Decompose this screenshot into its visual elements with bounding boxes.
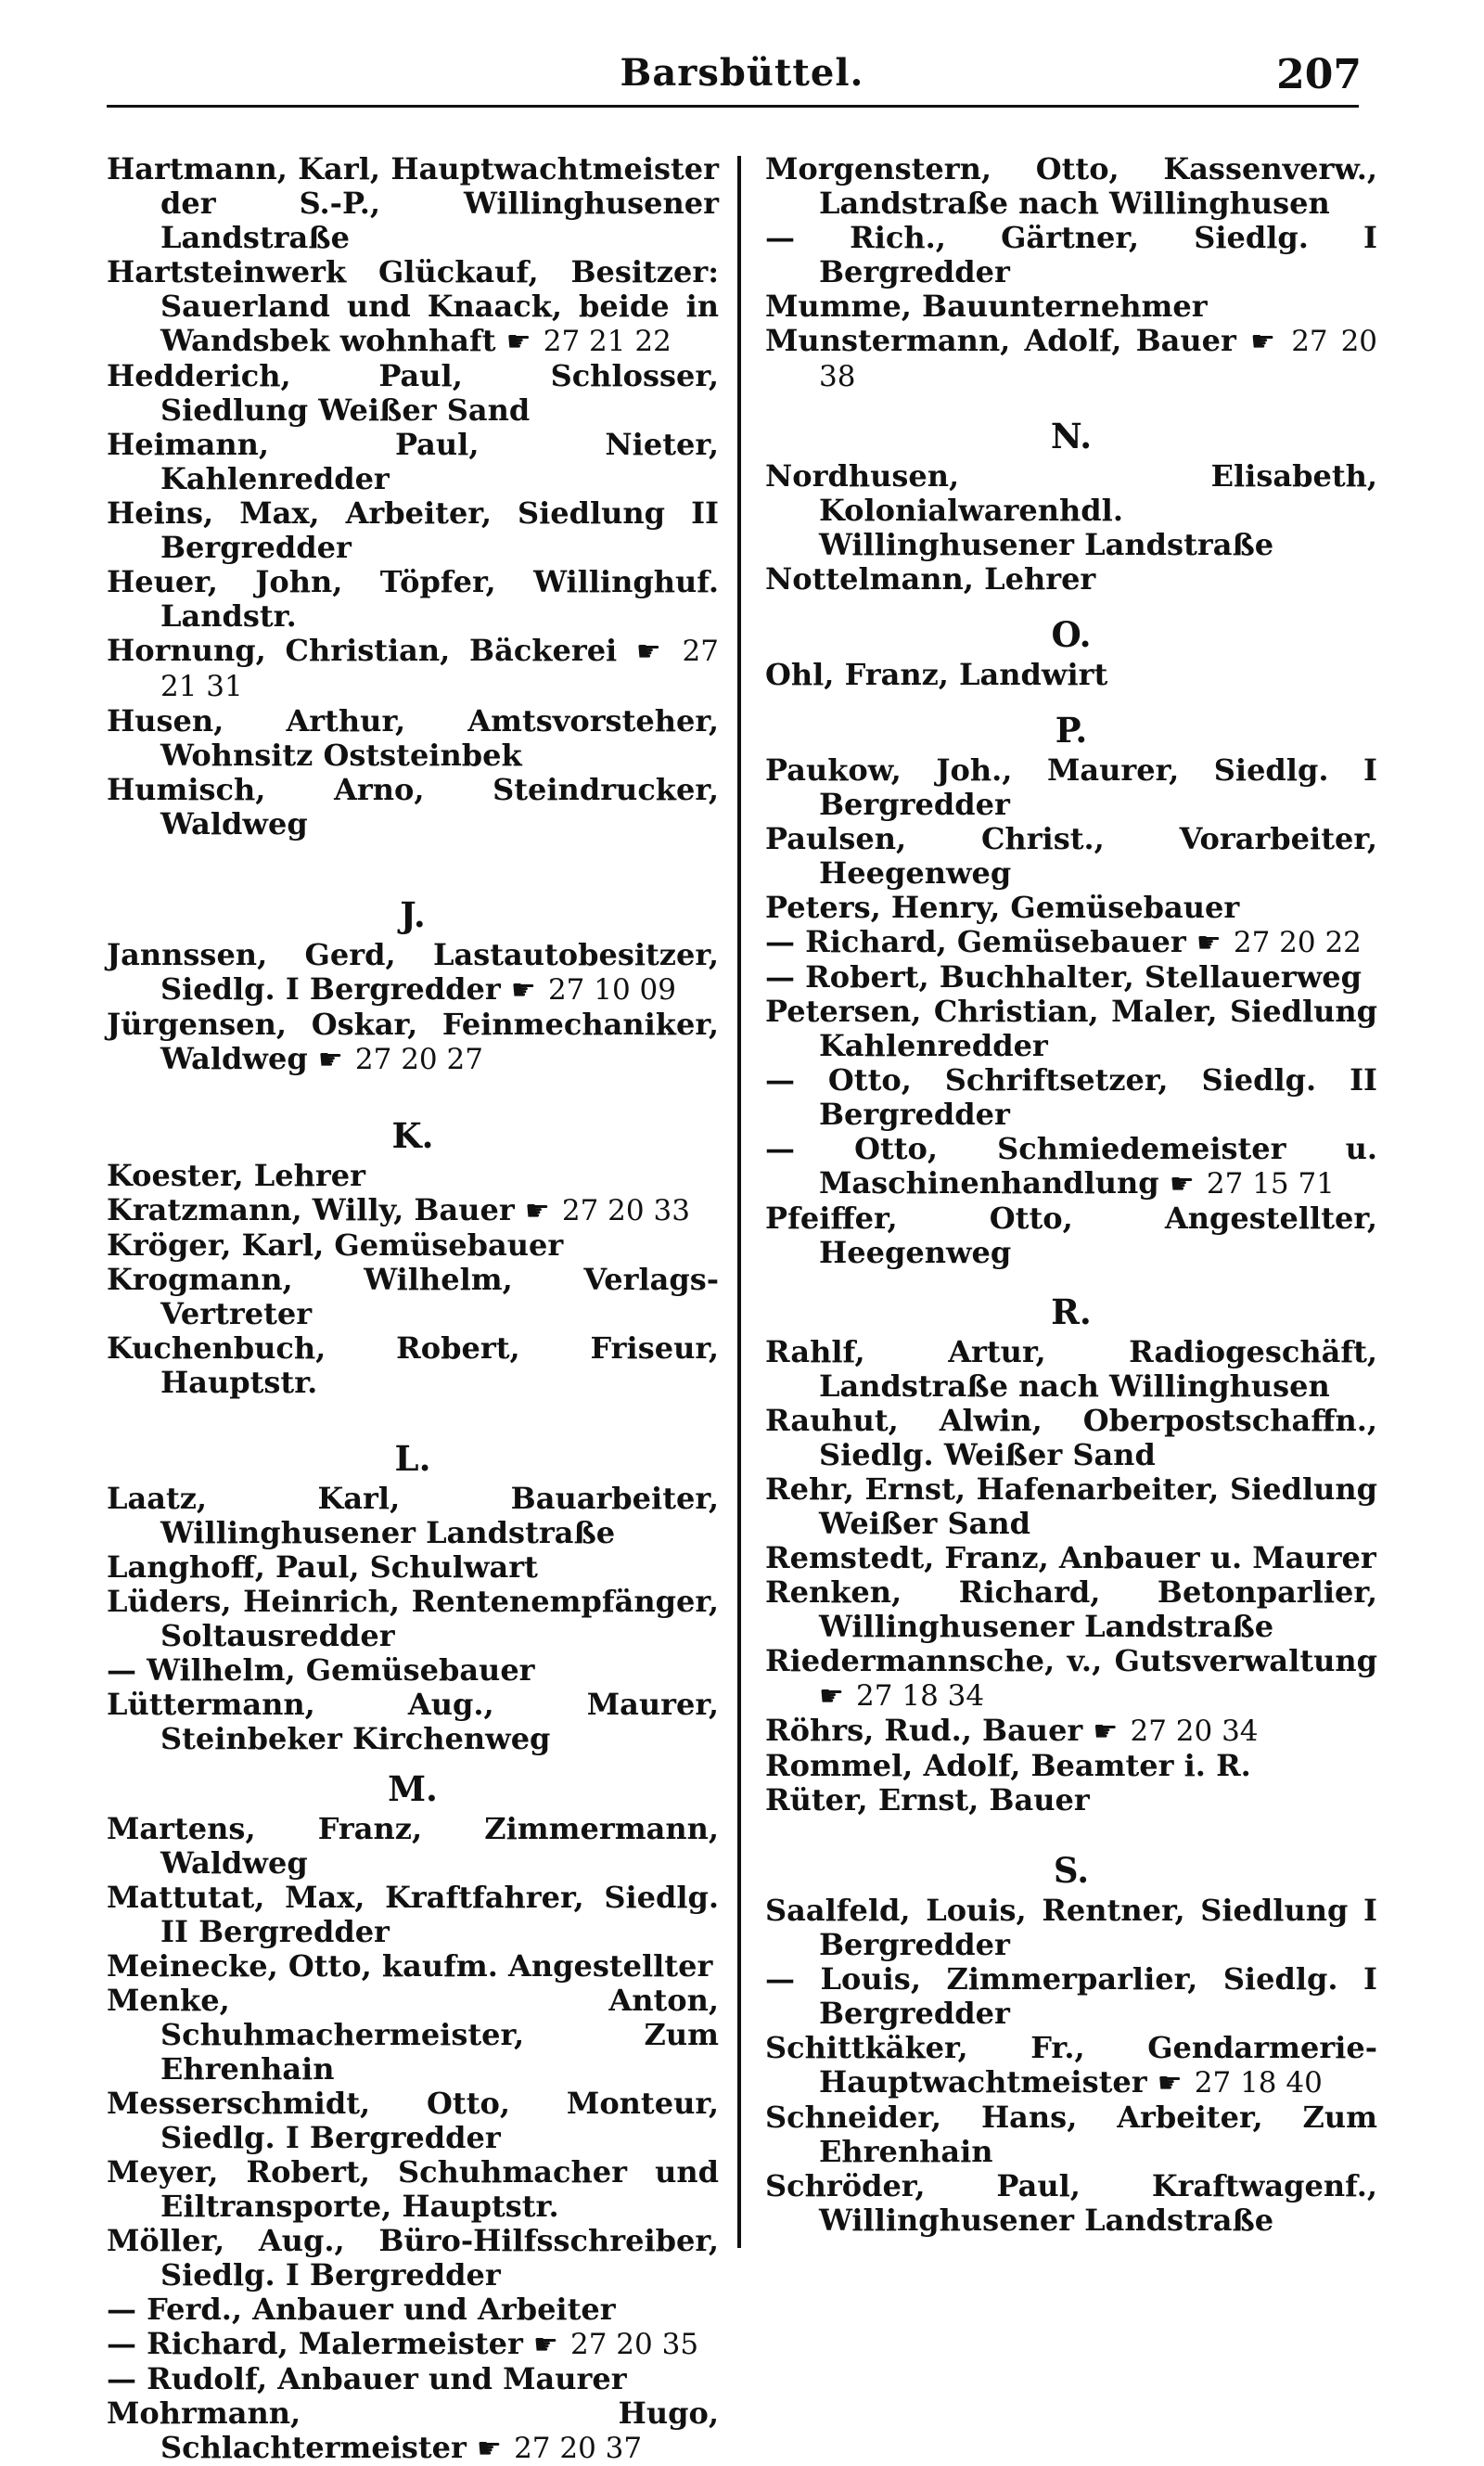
- directory-section: [765, 615, 1377, 692]
- directory-entry: [107, 152, 719, 255]
- directory-entry: [765, 1714, 1377, 1749]
- entry-text: Morgenstern, Otto, Kassenverw., Landstraße nach Willinghusen: [765, 151, 1377, 221]
- entry-text: — Rich., Gärtner, Siedlg. I Bergredder: [765, 220, 1377, 289]
- directory-entry: [765, 1063, 1377, 1132]
- pointing-hand-icon: ☛: [1093, 1715, 1119, 1748]
- directory-entry: [765, 1404, 1377, 1472]
- directory-section: [765, 1292, 1377, 1817]
- directory-entry: [107, 938, 719, 1008]
- entry-text: Ohl, Franz, Landwirt: [765, 657, 1108, 692]
- directory-entry: [765, 1749, 1377, 1783]
- entry-text: Lüttermann, Aug., Maurer, Steinbeker Kirchenweg: [107, 1687, 719, 1756]
- section-letter: M.: [388, 1768, 438, 1809]
- directory-entry: [765, 1644, 1377, 1714]
- entry-text: Schröder, Paul, Kraftwagenf., Willinghusener Landstraße: [765, 2168, 1377, 2238]
- phone-number: 27 21 31: [160, 635, 719, 703]
- directory-entry: [765, 2031, 1377, 2100]
- directory-entry: [765, 1335, 1377, 1404]
- section-letter: R.: [1051, 1291, 1092, 1332]
- entry-text: — Ferd., Anbauer und Arbeiter: [107, 2292, 616, 2327]
- phone-number: 27 10 09: [547, 973, 676, 1007]
- entry-text: — Wilhelm, Gemüsebauer: [107, 1652, 535, 1688]
- directory-entry: [765, 1541, 1377, 1575]
- section-letter: O.: [1051, 614, 1092, 655]
- section-letter: J.: [400, 894, 426, 935]
- directory-entry: [107, 2327, 719, 2362]
- directory-section: [765, 417, 1377, 597]
- entry-text: Paukow, Joh., Maurer, Siedlg. I Bergredder: [765, 752, 1377, 822]
- directory-entry: [765, 1783, 1377, 1817]
- directory-entry: [107, 359, 719, 428]
- phone-number: 27 20 34: [1130, 1715, 1259, 1748]
- entry-text: Lüders, Heinrich, Rentenempfänger, Soltausredder: [107, 1584, 719, 1653]
- entry-text: Humisch, Arno, Steindrucker, Waldweg: [107, 772, 719, 841]
- directory-entry: [107, 1008, 719, 1077]
- directory-entry: [107, 1812, 719, 1881]
- entry-text: Heimann, Paul, Nieter, Kahlenredder: [107, 427, 719, 496]
- directory-entry: [107, 1984, 719, 2087]
- entry-text: — Louis, Zimmerparlier, Siedlg. I Bergredder: [765, 1961, 1377, 2031]
- phone-number: 27 20 37: [514, 2432, 643, 2465]
- directory-entry: [107, 1228, 719, 1263]
- directory-entry: [107, 255, 719, 359]
- entry-text: — Richard, Malermeister: [107, 2326, 523, 2361]
- phone-number: 27 20 27: [354, 1043, 483, 1076]
- section-letter: N.: [1050, 416, 1093, 456]
- directory-section: [107, 895, 719, 1077]
- directory-section: [765, 1851, 1377, 2238]
- entry-text: — Richard, Gemüsebauer: [765, 924, 1186, 959]
- phone-number: 27 20 33: [561, 1194, 690, 1227]
- section-letter: K.: [391, 1115, 434, 1156]
- directory-entry: [765, 1201, 1377, 1270]
- entry-text: Renken, Richard, Betonparlier, Willinghusener Landstraße: [765, 1574, 1377, 1644]
- directory-entry: [107, 1193, 719, 1228]
- pointing-hand-icon: ☛: [532, 2329, 558, 2361]
- entry-text: — Otto, Schmiedemeister u. Maschinenhandlung: [765, 1131, 1377, 1201]
- directory-section: [107, 1769, 719, 2466]
- directory-entry: [765, 925, 1377, 960]
- directory-entry: [765, 562, 1377, 597]
- directory-entry: [765, 152, 1377, 221]
- directory-entry: [107, 1881, 719, 1949]
- directory-entry: [107, 1331, 719, 1400]
- directory-entry: [107, 565, 719, 634]
- entry-text: Nordhusen, Elisabeth, Kolonialwarenhdl. Willinghusener Landstraße: [765, 458, 1377, 562]
- directory-entry: [107, 773, 719, 841]
- directory-section: [765, 711, 1377, 1270]
- directory-entry: [765, 995, 1377, 1063]
- entry-text: Mohrmann, Hugo, Schlachtermeister: [107, 2395, 719, 2465]
- entry-text: — Robert, Buchhalter, Stellauerweg: [765, 959, 1362, 995]
- entry-text: Jürgensen, Oskar, Feinmechaniker, Waldweg: [107, 1007, 719, 1076]
- entry-text: Koester, Lehrer: [107, 1158, 365, 1193]
- entry-text: Saalfeld, Louis, Rentner, Siedlung I Bergredder: [765, 1893, 1377, 1962]
- entry-text: Remstedt, Franz, Anbauer u. Maurer: [765, 1540, 1376, 1575]
- phone-number: 27 20 38: [819, 325, 1378, 393]
- entry-text: Riedermannsche, v., Gutsverwaltung: [765, 1643, 1377, 1678]
- entry-text: Messerschmidt, Otto, Monteur, Siedlg. I Bergredder: [107, 2086, 719, 2155]
- entry-text: Heins, Max, Arbeiter, Siedlung II Bergredder: [107, 495, 719, 565]
- directory-entry: [765, 1894, 1377, 1962]
- directory-entry: [765, 2169, 1377, 2238]
- directory-entry: [765, 1472, 1377, 1541]
- entry-text: Meyer, Robert, Schuhmacher und Eiltransporte, Hauptstr.: [107, 2154, 719, 2224]
- pointing-hand-icon: ☛: [1169, 1168, 1195, 1201]
- entry-text: Rauhut, Alwin, Oberpostschaffn., Siedlg. Weißer Sand: [765, 1403, 1377, 1472]
- page-header-title: Barsbüttel.: [620, 51, 864, 95]
- directory-entry: [765, 1132, 1377, 1201]
- directory-entry: [107, 1482, 719, 1550]
- directory-section: [765, 152, 1377, 394]
- phone-number: 27 20 35: [570, 2328, 699, 2361]
- directory-entry: [765, 2100, 1377, 2169]
- entry-text: Kratzmann, Willy, Bauer: [107, 1192, 515, 1227]
- entry-text: Kröger, Karl, Gemüsebauer: [107, 1227, 564, 1263]
- entry-text: Rahlf, Artur, Radiogeschäft, Landstraße nach Willinghusen: [765, 1334, 1377, 1404]
- directory-entry: [107, 704, 719, 773]
- section-letter: P.: [1055, 710, 1088, 751]
- directory-entry: [765, 324, 1377, 394]
- left-column: [107, 152, 719, 2466]
- directory-entry: [107, 428, 719, 496]
- page-number: 207: [1276, 51, 1362, 98]
- section-letter: S.: [1053, 1850, 1090, 1891]
- entry-text: Mumme, Bauunternehmer: [765, 289, 1208, 324]
- entry-text: Heuer, John, Töpfer, Willinghuf. Landstr.: [107, 564, 719, 634]
- pointing-hand-icon: ☛: [635, 636, 661, 668]
- phone-number: 27 18 34: [856, 1679, 985, 1713]
- directory-entry: [107, 2362, 719, 2396]
- phone-number: 27 15 71: [1206, 1167, 1335, 1201]
- directory-entry: [765, 960, 1377, 995]
- entry-text: Petersen, Christian, Maler, Siedlung Kahlenredder: [765, 994, 1377, 1063]
- phone-number: 27 21 22: [543, 325, 672, 358]
- entry-text: Kuchenbuch, Robert, Friseur, Hauptstr.: [107, 1330, 719, 1400]
- entry-text: Husen, Arthur, Amtsvorsteher, Wohnsitz Oststeinbek: [107, 703, 719, 773]
- entry-text: Langhoff, Paul, Schulwart: [107, 1549, 538, 1585]
- entry-text: Schittkäker, Fr., Gendarmerie-Hauptwachtmeister: [765, 2030, 1377, 2100]
- directory-entry: [107, 2087, 719, 2155]
- entry-text: Nottelmann, Lehrer: [765, 561, 1096, 597]
- directory-entry: [107, 1688, 719, 1756]
- entry-text: Laatz, Karl, Bauarbeiter, Willinghusener Landstraße: [107, 1481, 719, 1550]
- directory-entry: [765, 753, 1377, 822]
- entry-text: Jannssen, Gerd, Lastautobesitzer, Siedlg. I Bergredder: [107, 937, 719, 1007]
- pointing-hand-icon: ☛: [524, 1195, 550, 1227]
- directory-entry: [107, 2224, 719, 2293]
- entry-text: Hornung, Christian, Bäckerei: [107, 633, 618, 668]
- directory-entry: [765, 221, 1377, 289]
- directory-section: [107, 152, 719, 841]
- entry-text: Menke, Anton, Schuhmachermeister, Zum Ehrenhain: [107, 1983, 719, 2087]
- directory-entry: [107, 1585, 719, 1653]
- pointing-hand-icon: ☛: [317, 1044, 343, 1076]
- section-letter: L.: [394, 1438, 431, 1479]
- pointing-hand-icon: ☛: [1250, 326, 1275, 358]
- entry-text: Möller, Aug., Büro-Hilfsschreiber, Siedlg. I Bergredder: [107, 2223, 719, 2293]
- directory-entry: [107, 1159, 719, 1193]
- directory-entry: [107, 2293, 719, 2327]
- column-divider: [737, 156, 741, 2248]
- entry-text: Paulsen, Christ., Vorarbeiter, Heegenweg: [765, 821, 1377, 891]
- entry-text: Mattutat, Max, Kraftfahrer, Siedlg. II Bergredder: [107, 1880, 719, 1949]
- phone-number: 27 18 40: [1194, 2066, 1323, 2100]
- directory-entry: [107, 1550, 719, 1585]
- right-column: [765, 152, 1377, 2238]
- directory-entry: [107, 1949, 719, 1984]
- directory-section: [107, 1439, 719, 1756]
- pointing-hand-icon: ☛: [819, 1680, 844, 1713]
- entry-text: Peters, Henry, Gemüsebauer: [765, 890, 1240, 925]
- entry-text: Hedderich, Paul, Schlosser, Siedlung Weißer Sand: [107, 358, 719, 428]
- directory-entry: [107, 496, 719, 565]
- directory-entry: [107, 1263, 719, 1331]
- entry-text: Hartsteinwerk Glückauf, Besitzer: Sauerland und Knaack, beide in Wandsbek wohnhaft: [107, 254, 719, 358]
- entry-text: Munstermann, Adolf, Bauer: [765, 323, 1236, 358]
- entry-text: Röhrs, Rud., Bauer: [765, 1713, 1083, 1748]
- directory-entry: [765, 658, 1377, 692]
- pointing-hand-icon: ☛: [1196, 927, 1222, 959]
- pointing-hand-icon: ☛: [477, 2433, 502, 2465]
- entry-text: Pfeiffer, Otto, Angestellter, Heegenweg: [765, 1201, 1377, 1270]
- entry-text: Rüter, Ernst, Bauer: [765, 1782, 1090, 1817]
- entry-text: Martens, Franz, Zimmermann, Waldweg: [107, 1811, 719, 1881]
- directory-entry: [765, 822, 1377, 891]
- directory-entry: [107, 634, 719, 704]
- directory-entry: [107, 2155, 719, 2224]
- header-rule: [107, 105, 1359, 108]
- pointing-hand-icon: ☛: [1157, 2067, 1183, 2100]
- pointing-hand-icon: ☛: [505, 326, 531, 358]
- directory-entry: [765, 289, 1377, 324]
- entry-text: Meinecke, Otto, kaufm. Angestellter: [107, 1948, 713, 1984]
- pointing-hand-icon: ☛: [510, 974, 536, 1007]
- entry-text: Hartmann, Karl, Hauptwachtmeister der S.-P., Willinghusener Landstraße: [107, 151, 719, 255]
- directory-entry: [765, 459, 1377, 562]
- directory-entry: [765, 1962, 1377, 2031]
- entry-text: Rommel, Adolf, Beamter i. R.: [765, 1748, 1251, 1783]
- entry-text: — Rudolf, Anbauer und Maurer: [107, 2361, 627, 2396]
- entry-text: Krogmann, Wilhelm, Verlags-Vertreter: [107, 1262, 719, 1331]
- directory-entry: [107, 1653, 719, 1688]
- phone-number: 27 20 22: [1233, 926, 1362, 959]
- entry-text: Schneider, Hans, Arbeiter, Zum Ehrenhain: [765, 2100, 1377, 2169]
- entry-text: Rehr, Ernst, Hafenarbeiter, Siedlung Weißer Sand: [765, 1471, 1377, 1541]
- directory-section: [107, 1116, 719, 1400]
- directory-entry: [765, 1575, 1377, 1644]
- directory-entry: [765, 891, 1377, 925]
- directory-entry: [107, 2396, 719, 2466]
- entry-text: — Otto, Schriftsetzer, Siedlg. II Bergredder: [765, 1062, 1377, 1132]
